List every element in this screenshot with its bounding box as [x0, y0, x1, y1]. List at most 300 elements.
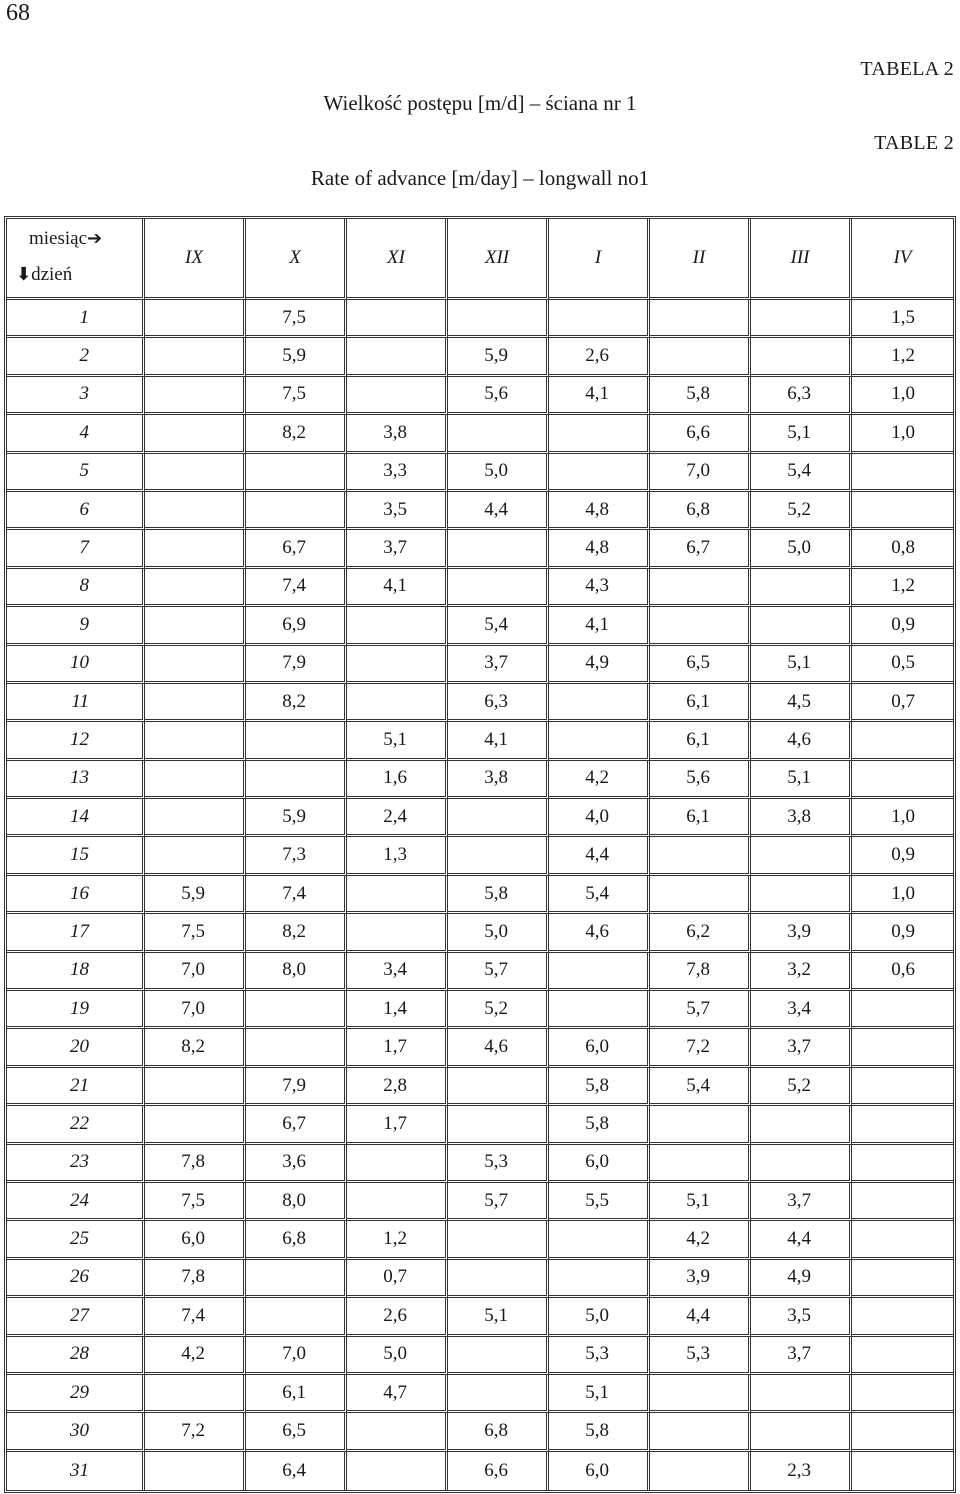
- table-row: [7, 1413, 953, 1451]
- value-cell: [650, 837, 751, 875]
- value-cell: [145, 300, 246, 338]
- value-cell: [852, 1298, 953, 1336]
- value-cell: [145, 1068, 246, 1106]
- value-cell: [145, 684, 246, 722]
- month-header: IX: [145, 219, 246, 300]
- value-cell: 0,6: [852, 953, 953, 991]
- value-cell: 8,2: [246, 415, 347, 453]
- day-cell: 19: [7, 991, 145, 1029]
- table-row: [7, 914, 953, 952]
- value-cell: 7,9: [246, 1068, 347, 1106]
- table-row: [7, 569, 953, 607]
- value-cell: 6,8: [448, 1413, 549, 1451]
- header-row: [7, 219, 953, 300]
- value-cell: [751, 1106, 852, 1144]
- value-cell: [347, 876, 448, 914]
- value-cell: 6,8: [246, 1221, 347, 1259]
- value-cell: [145, 646, 246, 684]
- value-cell: [852, 1260, 953, 1298]
- value-cell: 0,8: [852, 530, 953, 568]
- value-cell: [145, 761, 246, 799]
- value-cell: 5,8: [549, 1106, 650, 1144]
- day-cell: 25: [7, 1221, 145, 1259]
- value-cell: 1,0: [852, 799, 953, 837]
- value-cell: [448, 530, 549, 568]
- value-cell: 6,1: [650, 799, 751, 837]
- table-title-en: [0, 166, 960, 191]
- value-cell: 4,2: [145, 1337, 246, 1375]
- value-cell: 1,4: [347, 991, 448, 1029]
- table-row: [7, 1106, 953, 1144]
- value-cell: 0,7: [347, 1260, 448, 1298]
- value-cell: 3,5: [347, 492, 448, 530]
- value-cell: [246, 991, 347, 1029]
- value-cell: 4,1: [347, 569, 448, 607]
- day-cell: 18: [7, 953, 145, 991]
- value-cell: 5,7: [448, 1183, 549, 1221]
- value-cell: 5,9: [448, 338, 549, 376]
- value-cell: [650, 338, 751, 376]
- value-cell: 5,4: [549, 876, 650, 914]
- value-cell: [145, 722, 246, 760]
- value-cell: [448, 1068, 549, 1106]
- value-cell: 7,5: [145, 1183, 246, 1221]
- value-cell: [448, 837, 549, 875]
- table-row: [7, 492, 953, 530]
- value-cell: 5,7: [650, 991, 751, 1029]
- day-cell: 30: [7, 1413, 145, 1451]
- value-cell: 5,7: [448, 953, 549, 991]
- value-cell: [347, 607, 448, 645]
- value-cell: 8,2: [246, 914, 347, 952]
- day-axis-label: [16, 257, 142, 293]
- value-cell: 5,1: [751, 761, 852, 799]
- table-label-pl: TABELA 2: [860, 58, 954, 80]
- table-row: [7, 1298, 953, 1336]
- value-cell: 3,7: [751, 1337, 852, 1375]
- value-cell: 1,2: [852, 569, 953, 607]
- value-cell: [852, 1413, 953, 1451]
- value-cell: 2,4: [347, 799, 448, 837]
- value-cell: [246, 1298, 347, 1336]
- value-cell: 4,0: [549, 799, 650, 837]
- table-title-pl-text: Wielkość postępu [m/d] – ściana nr 1: [323, 91, 637, 115]
- value-cell: [549, 953, 650, 991]
- value-cell: [448, 799, 549, 837]
- value-cell: 5,0: [549, 1298, 650, 1336]
- table-row: [7, 454, 953, 492]
- value-cell: [549, 454, 650, 492]
- value-cell: 4,2: [650, 1221, 751, 1259]
- day-cell: 8: [7, 569, 145, 607]
- value-cell: 1,0: [852, 876, 953, 914]
- value-cell: 5,9: [246, 338, 347, 376]
- value-cell: 4,6: [448, 1029, 549, 1067]
- day-cell: 21: [7, 1068, 145, 1106]
- value-cell: 4,3: [549, 569, 650, 607]
- value-cell: 4,9: [549, 646, 650, 684]
- table-row: [7, 377, 953, 415]
- value-cell: 7,3: [246, 837, 347, 875]
- value-cell: [852, 1452, 953, 1490]
- month-header: XI: [347, 219, 448, 300]
- value-cell: 3,7: [448, 646, 549, 684]
- value-cell: 5,4: [650, 1068, 751, 1106]
- value-cell: [448, 1375, 549, 1413]
- value-cell: [549, 1221, 650, 1259]
- value-cell: [145, 377, 246, 415]
- value-cell: [347, 684, 448, 722]
- value-cell: 4,6: [751, 722, 852, 760]
- value-cell: 3,8: [448, 761, 549, 799]
- value-cell: 5,1: [549, 1375, 650, 1413]
- value-cell: [347, 377, 448, 415]
- value-cell: 1,2: [347, 1221, 448, 1259]
- day-cell: 7: [7, 530, 145, 568]
- day-cell: 3: [7, 377, 145, 415]
- value-cell: 6,6: [650, 415, 751, 453]
- table-row: [7, 991, 953, 1029]
- value-cell: 1,0: [852, 415, 953, 453]
- table-row: [7, 761, 953, 799]
- value-cell: 1,7: [347, 1029, 448, 1067]
- value-cell: [246, 1260, 347, 1298]
- value-cell: 8,0: [246, 953, 347, 991]
- value-cell: [852, 722, 953, 760]
- value-cell: [145, 454, 246, 492]
- value-cell: [145, 530, 246, 568]
- value-cell: [347, 338, 448, 376]
- table-row: [7, 953, 953, 991]
- value-cell: 7,4: [246, 569, 347, 607]
- value-cell: [852, 761, 953, 799]
- month-label: miesiąc: [29, 228, 88, 249]
- value-cell: [650, 1145, 751, 1183]
- value-cell: [347, 1413, 448, 1451]
- day-cell: 5: [7, 454, 145, 492]
- value-cell: [751, 876, 852, 914]
- table-body: [7, 300, 953, 1490]
- table-row: [7, 876, 953, 914]
- day-cell: 20: [7, 1029, 145, 1067]
- day-cell: 16: [7, 876, 145, 914]
- value-cell: [751, 1375, 852, 1413]
- table-row: [7, 684, 953, 722]
- value-cell: [650, 1375, 751, 1413]
- value-cell: 3,9: [650, 1260, 751, 1298]
- value-cell: 4,1: [549, 377, 650, 415]
- value-cell: 3,7: [751, 1183, 852, 1221]
- value-cell: [145, 415, 246, 453]
- value-cell: [347, 1145, 448, 1183]
- value-cell: 5,3: [448, 1145, 549, 1183]
- value-cell: 3,9: [751, 914, 852, 952]
- value-cell: 6,0: [145, 1221, 246, 1259]
- month-header: XII: [448, 219, 549, 300]
- table-row: [7, 1375, 953, 1413]
- value-cell: [246, 722, 347, 760]
- value-cell: 7,2: [145, 1413, 246, 1451]
- table-label-en: TABLE 2: [874, 132, 954, 154]
- corner-header: [7, 219, 145, 300]
- value-cell: 7,0: [246, 1337, 347, 1375]
- value-cell: 4,4: [751, 1221, 852, 1259]
- value-cell: 4,4: [650, 1298, 751, 1336]
- value-cell: 5,6: [650, 761, 751, 799]
- value-cell: 5,1: [448, 1298, 549, 1336]
- value-cell: [347, 300, 448, 338]
- value-cell: 5,0: [448, 914, 549, 952]
- value-cell: 4,4: [448, 492, 549, 530]
- value-cell: 1,2: [852, 338, 953, 376]
- month-axis-label: [29, 221, 142, 257]
- day-cell: 17: [7, 914, 145, 952]
- day-cell: 4: [7, 415, 145, 453]
- value-cell: [448, 1337, 549, 1375]
- value-cell: 5,9: [145, 876, 246, 914]
- value-cell: 4,2: [549, 761, 650, 799]
- value-cell: 7,0: [145, 953, 246, 991]
- value-cell: 5,0: [448, 454, 549, 492]
- value-cell: 3,8: [347, 415, 448, 453]
- value-cell: 8,2: [145, 1029, 246, 1067]
- month-header: II: [650, 219, 751, 300]
- table-title-en-text: Rate of advance [m/day] – longwall no1: [310, 166, 650, 190]
- month-header: IV: [852, 219, 953, 300]
- table-row: [7, 1029, 953, 1067]
- table-row: [7, 799, 953, 837]
- advance-rate-table-container: [4, 216, 956, 1493]
- value-cell: 6,7: [650, 530, 751, 568]
- value-cell: [650, 876, 751, 914]
- value-cell: 3,2: [751, 953, 852, 991]
- value-cell: [145, 1106, 246, 1144]
- value-cell: 1,0: [852, 377, 953, 415]
- value-cell: 5,1: [347, 722, 448, 760]
- value-cell: 6,6: [448, 1452, 549, 1490]
- value-cell: 0,9: [852, 607, 953, 645]
- value-cell: [145, 1375, 246, 1413]
- table-row: [7, 722, 953, 760]
- value-cell: [549, 415, 650, 453]
- value-cell: 5,1: [751, 415, 852, 453]
- value-cell: 5,3: [650, 1337, 751, 1375]
- value-cell: 7,8: [145, 1260, 246, 1298]
- value-cell: [549, 722, 650, 760]
- value-cell: 6,9: [246, 607, 347, 645]
- value-cell: [246, 761, 347, 799]
- value-cell: 7,5: [145, 914, 246, 952]
- day-cell: 24: [7, 1183, 145, 1221]
- day-cell: 12: [7, 722, 145, 760]
- value-cell: 0,9: [852, 837, 953, 875]
- value-cell: [751, 1413, 852, 1451]
- value-cell: 7,2: [650, 1029, 751, 1067]
- value-cell: 6,3: [751, 377, 852, 415]
- value-cell: 4,8: [549, 492, 650, 530]
- value-cell: 1,5: [852, 300, 953, 338]
- value-cell: 7,5: [246, 377, 347, 415]
- value-cell: 2,3: [751, 1452, 852, 1490]
- value-cell: 5,4: [751, 454, 852, 492]
- month-header: III: [751, 219, 852, 300]
- day-cell: 1: [7, 300, 145, 338]
- value-cell: [751, 1145, 852, 1183]
- table-row: [7, 1145, 953, 1183]
- value-cell: 6,1: [650, 722, 751, 760]
- value-cell: [852, 492, 953, 530]
- value-cell: [448, 1260, 549, 1298]
- value-cell: [145, 1452, 246, 1490]
- value-cell: 3,3: [347, 454, 448, 492]
- value-cell: 6,7: [246, 530, 347, 568]
- value-cell: [246, 1029, 347, 1067]
- value-cell: 5,2: [448, 991, 549, 1029]
- value-cell: 6,0: [549, 1029, 650, 1067]
- value-cell: 6,5: [246, 1413, 347, 1451]
- page-number: 68: [6, 0, 30, 26]
- value-cell: [145, 607, 246, 645]
- day-cell: 31: [7, 1452, 145, 1490]
- value-cell: [852, 991, 953, 1029]
- value-cell: [549, 684, 650, 722]
- arrow-right-icon: ➔: [87, 228, 103, 249]
- value-cell: 5,0: [751, 530, 852, 568]
- value-cell: 3,7: [751, 1029, 852, 1067]
- day-cell: 10: [7, 646, 145, 684]
- value-cell: 6,1: [650, 684, 751, 722]
- day-cell: 2: [7, 338, 145, 376]
- value-cell: 0,5: [852, 646, 953, 684]
- value-cell: 5,8: [448, 876, 549, 914]
- value-cell: [448, 415, 549, 453]
- value-cell: [347, 1183, 448, 1221]
- value-cell: [448, 300, 549, 338]
- value-cell: [549, 991, 650, 1029]
- table-row: [7, 300, 953, 338]
- value-cell: [145, 338, 246, 376]
- value-cell: 2,8: [347, 1068, 448, 1106]
- value-cell: [852, 1145, 953, 1183]
- value-cell: 5,9: [246, 799, 347, 837]
- value-cell: [448, 1221, 549, 1259]
- value-cell: 1,3: [347, 837, 448, 875]
- value-cell: 5,4: [448, 607, 549, 645]
- value-cell: 3,4: [347, 953, 448, 991]
- value-cell: 7,8: [650, 953, 751, 991]
- value-cell: [347, 1452, 448, 1490]
- value-cell: [852, 454, 953, 492]
- value-cell: 4,1: [448, 722, 549, 760]
- value-cell: [246, 454, 347, 492]
- value-cell: 7,9: [246, 646, 347, 684]
- value-cell: [852, 1337, 953, 1375]
- table-row: [7, 1260, 953, 1298]
- value-cell: [751, 837, 852, 875]
- value-cell: 5,5: [549, 1183, 650, 1221]
- value-cell: 7,5: [246, 300, 347, 338]
- value-cell: [347, 646, 448, 684]
- day-cell: 22: [7, 1106, 145, 1144]
- day-cell: 26: [7, 1260, 145, 1298]
- value-cell: 5,2: [751, 492, 852, 530]
- value-cell: [852, 1068, 953, 1106]
- value-cell: 4,5: [751, 684, 852, 722]
- advance-rate-table: [4, 216, 956, 1493]
- month-header: I: [549, 219, 650, 300]
- table-title-pl: [0, 91, 960, 116]
- value-cell: [852, 1183, 953, 1221]
- value-cell: [852, 1029, 953, 1067]
- value-cell: 2,6: [347, 1298, 448, 1336]
- day-cell: 6: [7, 492, 145, 530]
- value-cell: [650, 300, 751, 338]
- value-cell: [751, 569, 852, 607]
- month-header: X: [246, 219, 347, 300]
- value-cell: [448, 1106, 549, 1144]
- value-cell: [650, 607, 751, 645]
- day-cell: 23: [7, 1145, 145, 1183]
- value-cell: 3,5: [751, 1298, 852, 1336]
- value-cell: 5,8: [650, 377, 751, 415]
- value-cell: 4,7: [347, 1375, 448, 1413]
- value-cell: 3,4: [751, 991, 852, 1029]
- value-cell: 3,7: [347, 530, 448, 568]
- table-row: [7, 837, 953, 875]
- value-cell: 4,8: [549, 530, 650, 568]
- day-cell: 29: [7, 1375, 145, 1413]
- value-cell: 5,2: [751, 1068, 852, 1106]
- value-cell: 2,6: [549, 338, 650, 376]
- value-cell: 7,0: [650, 454, 751, 492]
- value-cell: [751, 607, 852, 645]
- value-cell: 6,2: [650, 914, 751, 952]
- value-cell: [751, 338, 852, 376]
- value-cell: 6,0: [549, 1452, 650, 1490]
- value-cell: [145, 492, 246, 530]
- value-cell: [145, 799, 246, 837]
- table-row: [7, 338, 953, 376]
- day-cell: 13: [7, 761, 145, 799]
- value-cell: 6,3: [448, 684, 549, 722]
- value-cell: 5,1: [650, 1183, 751, 1221]
- value-cell: 5,3: [549, 1337, 650, 1375]
- day-cell: 11: [7, 684, 145, 722]
- value-cell: 1,6: [347, 761, 448, 799]
- day-cell: 15: [7, 837, 145, 875]
- value-cell: 3,8: [751, 799, 852, 837]
- value-cell: 5,8: [549, 1068, 650, 1106]
- table-row: [7, 1183, 953, 1221]
- value-cell: [650, 569, 751, 607]
- value-cell: [650, 1452, 751, 1490]
- value-cell: 6,7: [246, 1106, 347, 1144]
- day-label: dzień: [31, 264, 73, 285]
- value-cell: [347, 914, 448, 952]
- day-cell: 28: [7, 1337, 145, 1375]
- value-cell: [549, 300, 650, 338]
- value-cell: 5,6: [448, 377, 549, 415]
- value-cell: 6,0: [549, 1145, 650, 1183]
- value-cell: 5,8: [549, 1413, 650, 1451]
- table-row: [7, 415, 953, 453]
- day-cell: 9: [7, 607, 145, 645]
- value-cell: [246, 492, 347, 530]
- value-cell: 4,1: [549, 607, 650, 645]
- table-row: [7, 1337, 953, 1375]
- value-cell: [852, 1375, 953, 1413]
- table-row: [7, 646, 953, 684]
